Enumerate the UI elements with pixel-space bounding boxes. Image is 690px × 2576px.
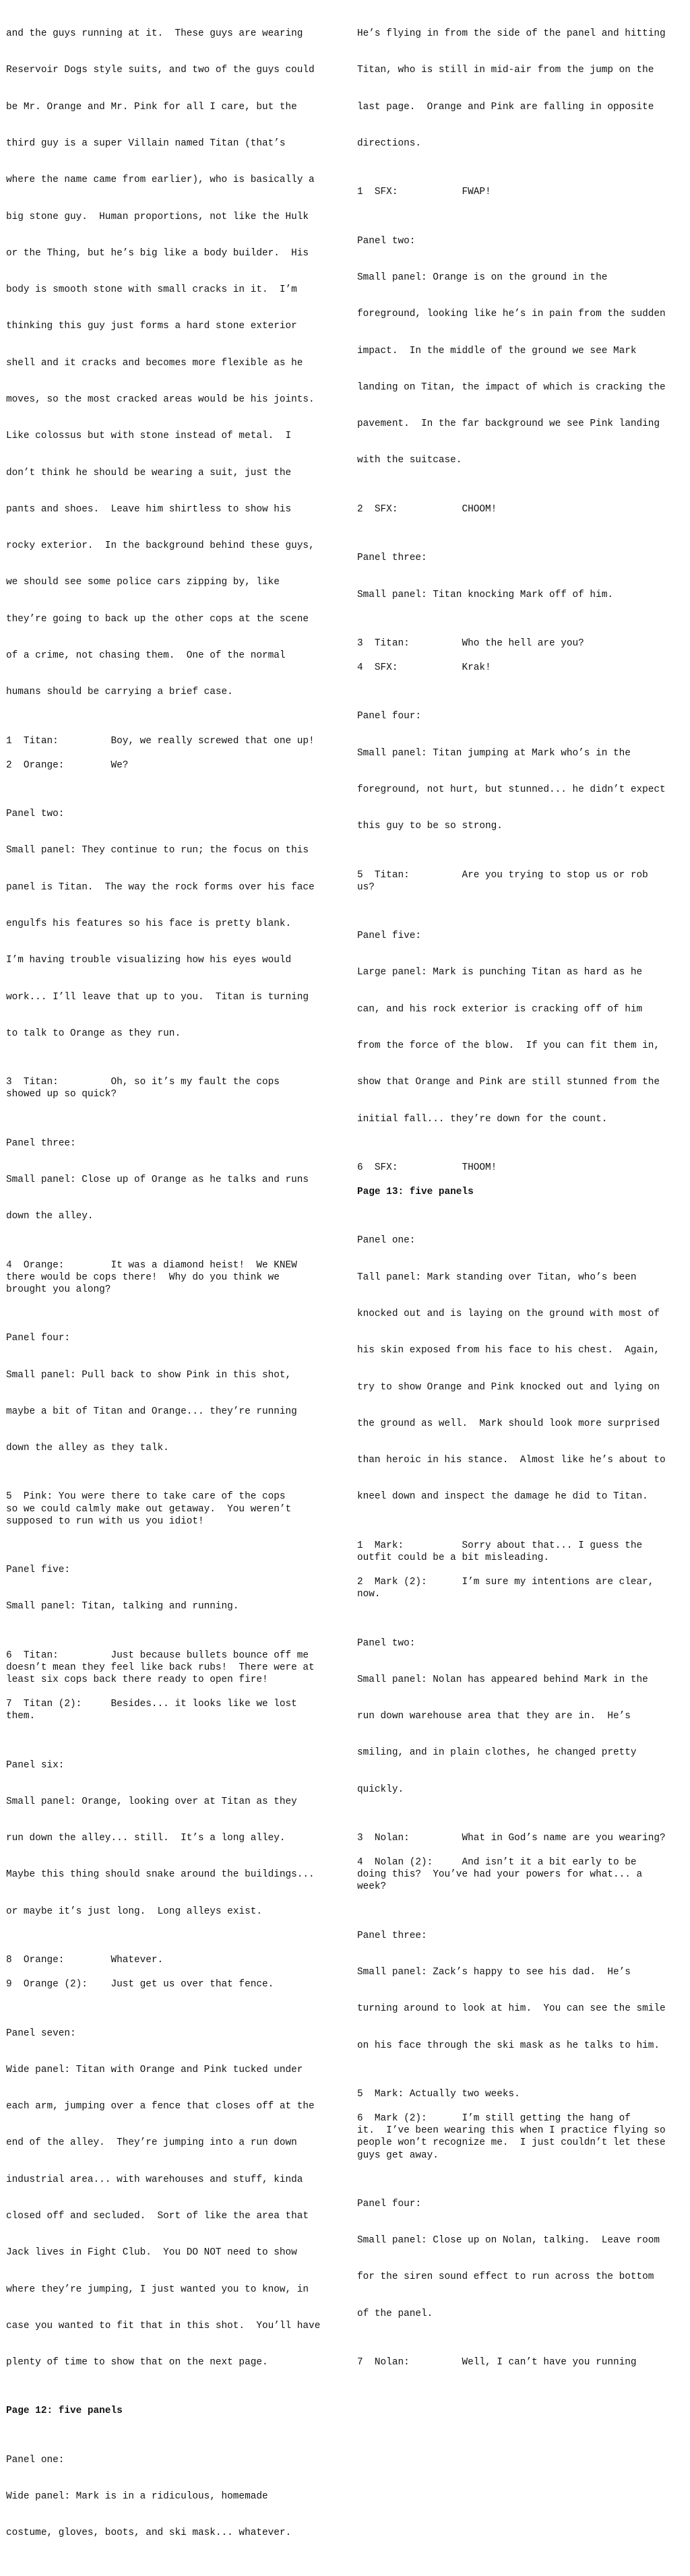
dialogue-text: 3 Titan: Oh, so it’s my fault the cops (6, 1077, 280, 1088)
text-line: plenty of time to show that on the next page. (6, 2357, 268, 2368)
dialogue-text: so we could calmly make out getaway. You weren’t (6, 1503, 292, 1515)
panel-description (357, 3, 687, 174)
panel-description (6, 3, 340, 723)
dialogue-line (357, 1540, 687, 1564)
text-line: Small panel: Orange is on the ground in the (357, 272, 608, 284)
text-line: run down warehouse area that they are in. He’s (357, 1711, 631, 1722)
dialogue-text: least six cops back there ready to open fire! (6, 1674, 268, 1685)
dialogue-text: doing this? You’ve had your powers for what... a (357, 1869, 643, 1881)
text-line: from the force of the blow. If you can fit them in, (357, 1040, 660, 1051)
text-line: to talk to Orange as they run. (6, 1028, 181, 1039)
panel-label: Panel three: (6, 1137, 76, 1149)
dialogue-text: week? (357, 1881, 387, 1893)
panel-label: Panel one: (357, 1235, 416, 1247)
text-line: directions. (357, 138, 421, 150)
text-line: I’m having trouble visualizing how his eyes would (6, 955, 292, 966)
panel-block (6, 1308, 340, 1478)
text-line: pants and shoes. Leave him shirtless to show his (6, 503, 292, 515)
text-line: Small panel: Nolan has appeared behind Mark in the (357, 1674, 648, 1685)
text-line: last page. Orange and Pink are falling in opposite (357, 101, 654, 113)
dialogue-line (357, 1576, 687, 1600)
dialogue-text: 1 Mark: Sorry about that... I guess the (357, 1540, 643, 1551)
text-line: Small panel: Titan, talking and running. (6, 1601, 239, 1612)
dialogue-line (6, 1650, 340, 1686)
panel-block (6, 784, 340, 1064)
text-line: end of the alley. They’re jumping into a run down (6, 2137, 297, 2149)
text-line: or the Thing, but he’s big like a body builder. His (6, 247, 309, 259)
text-line: impact. In the middle of the ground we see Mark (357, 345, 637, 356)
panel-label: Panel five: (6, 1565, 70, 1575)
text-line: panel is Titan. The way the rock forms over his face (6, 881, 315, 893)
panel-block (357, 211, 687, 491)
text-line: humans should be carrying a brief case. (6, 687, 233, 698)
text-line: thinking this guy just forms a hard stone exterior (6, 321, 297, 332)
panel-label: Panel two: (6, 809, 65, 820)
left-column (6, 3, 340, 2576)
text-line: can, and his rock exterior is cracking off of him (357, 1003, 643, 1015)
dialogue-line (357, 1856, 687, 1893)
panel-label: Panel seven: (6, 2028, 76, 2039)
dialogue-line (6, 735, 340, 747)
panel-label: Panel three: (357, 1930, 427, 1941)
text-line: Titan, who is still in mid-air from the jump on the (357, 65, 654, 76)
text-line: case you wanted to fit that in this shot. You’ll have (6, 2320, 321, 2331)
text-line: Small panel: Titan knocking Mark off of him. (357, 589, 613, 600)
dialogue-line (357, 2088, 687, 2100)
dialogue-line (357, 2112, 687, 2161)
dialogue-line (6, 1259, 340, 1296)
text-line: kneel down and inspect the damage he did to Titan. (357, 1491, 648, 1503)
dialogue-line (6, 1954, 340, 1966)
panel-block (357, 2174, 687, 2344)
panel-block (6, 1540, 340, 1637)
text-line: on his face through the ski mask as he talks to him. (357, 2040, 660, 2051)
text-line: with the suitcase. (357, 455, 462, 466)
dialogue-line (357, 1832, 687, 1844)
dialogue-text: 1 SFX: FWAP! (357, 187, 491, 198)
text-line: where the name came from earlier), who is basically a (6, 175, 315, 186)
panel-label: Panel six: (6, 1759, 65, 1771)
dialogue-text: outfit could be a bit misleading. (357, 1552, 549, 1563)
dialogue-text: guys get away. (357, 2149, 439, 2161)
dialogue-text: 5 Pink: You were there to take care of the cops (6, 1491, 286, 1503)
dialogue-text: 8 Orange: Whatever. (6, 1955, 164, 1966)
dialogue-text: people won’t recognize me. I just couldn’t let these (357, 2137, 666, 2149)
text-line: work... I’ll leave that up to you. Titan is turning (6, 991, 309, 1003)
text-line: He’s flying in from the side of the panel and hitting (357, 28, 666, 40)
dialogue-text: 2 Orange: We? (6, 759, 129, 771)
dialogue-text: 6 Mark (2): I’m still getting the hang of (357, 2113, 631, 2125)
text-line: knocked out and is laying on the ground with most of (357, 1309, 660, 1320)
text-line: of a crime, not chasing them. One of the normal (6, 650, 286, 661)
text-line: this guy to be so strong. (357, 821, 503, 832)
text-line: don’t think he should be wearing a suit, just the (6, 467, 292, 478)
dialogue-text: 5 Mark: Actually two weeks. (357, 2089, 520, 2100)
dialogue-text: supposed to run with us you idiot! (6, 1515, 204, 1527)
dialogue-line (357, 637, 687, 650)
text-line: third guy is a super Villain named Titan (that’s (6, 138, 286, 150)
text-line: Wide panel: Titan with Orange and Pink tucked under (6, 2064, 303, 2075)
text-line: of the panel. (357, 2308, 433, 2319)
sfx-line (357, 1162, 687, 1174)
panel-block (357, 1906, 687, 2076)
dialogue-text: now. (357, 1589, 381, 1600)
dialogue-text: there would be cops there! Why do you think we (6, 1271, 280, 1283)
panel-label: Panel four: (357, 2198, 421, 2209)
dialogue-text: us? (357, 881, 375, 893)
text-line: shell and it cracks and becomes more flexible as he (6, 357, 303, 369)
dialogue-text: it. I’ve been wearing this when I practice flying so (357, 2125, 666, 2137)
dialogue-line (6, 1698, 340, 1722)
text-line: Small panel: Pull back to show Pink in this shot, (6, 1369, 292, 1381)
text-line: Like colossus but with stone instead of metal. I (6, 431, 292, 442)
dialogue-line (6, 1490, 340, 1527)
text-line: Small panel: Zack’s happy to see his dad. He’s (357, 1967, 631, 1978)
panel-block (357, 1612, 687, 1820)
dialogue-text: 5 Titan: Are you trying to stop us or rob (357, 869, 648, 881)
sfx-line (357, 503, 687, 515)
panel-block (357, 1210, 687, 1527)
text-line: they’re going to back up the other cops at the scene (6, 613, 309, 625)
text-line: show that Orange and Pink are still stunned from the (357, 1077, 660, 1088)
text-line: rocky exterior. In the background behind these guys, (6, 540, 315, 552)
text-line: costume, gloves, boots, and ski mask... whatever. (6, 2527, 292, 2539)
dialogue-text: 3 Nolan: What in God’s name are you wearing? (357, 1833, 666, 1844)
text-line: foreground, looking like he’s in pain from the sudden (357, 309, 666, 320)
panel-label: Panel five: (357, 931, 421, 942)
panel-label: Panel three: (357, 553, 427, 564)
panel-label: Panel two: (357, 1637, 416, 1649)
panel-label: Panel two: (357, 235, 416, 247)
dialogue-text: 7 Titan (2): Besides... it looks like we lost (6, 1699, 297, 1710)
page-heading: Page 13: five panels (357, 1187, 474, 1198)
text-line: we should see some police cars zipping by, like (6, 577, 280, 588)
text-line: maybe a bit of Titan and Orange... they’re running (6, 1406, 297, 1417)
text-line: for the siren sound effect to run across the bottom (357, 2271, 654, 2283)
dialogue-text: showed up so quick? (6, 1089, 117, 1100)
text-line: Jack lives in Fight Club. You DO NOT need to show (6, 2247, 297, 2259)
dialogue-text: 6 SFX: THOOM! (357, 1162, 497, 1173)
text-line: Wide panel: Mark is in a ridiculous, homemade (6, 2491, 268, 2503)
dialogue-line (6, 1978, 340, 1990)
dialogue-text: 2 Mark (2): I’m sure my intentions are clear, (357, 1577, 654, 1588)
sfx-line (357, 662, 687, 674)
sfx-line (357, 186, 687, 198)
text-line: landing on Titan, the impact of which is cracking the (357, 381, 666, 393)
panel-label: Panel one: (6, 2454, 65, 2465)
text-line: the ground as well. Mark should look more surprised (357, 1418, 660, 1429)
dialogue-line (357, 2356, 687, 2368)
dialogue-line (6, 1076, 340, 1100)
dialogue-text: 1 Titan: Boy, we really screwed that one up! (6, 735, 315, 747)
text-line: foreground, not hurt, but stunned... he didn’t expect (357, 784, 666, 795)
text-line: than heroic in his stance. Almost like he’s about to (357, 1455, 666, 1466)
text-line: each arm, jumping over a fence that closes off at the (6, 2101, 315, 2112)
text-line: engulfs his features so his face is pretty blank. (6, 918, 292, 930)
dialogue-text: them. (6, 1711, 36, 1722)
text-line: be Mr. Orange and Mr. Pink for all I care, but the (6, 101, 297, 113)
dialogue-text: 2 SFX: CHOOM! (357, 503, 497, 515)
text-line: and the guys running at it. These guys are wearing (6, 28, 303, 40)
panel-block (6, 1734, 340, 1942)
panel-block (357, 686, 687, 856)
dialogue-text: doesn’t mean they feel like back rubs! There were at (6, 1662, 315, 1673)
dialogue-line (6, 759, 340, 772)
text-line: pavement. In the far background we see Pink landing (357, 418, 660, 430)
text-line: Small panel: They continue to run; the focus on this (6, 845, 309, 856)
text-line: down the alley as they talk. (6, 1443, 169, 1454)
text-line: Small panel: Close up on Nolan, talking. Leave room (357, 2235, 660, 2247)
right-column (357, 3, 687, 2381)
dialogue-text: brought you along? (6, 1284, 111, 1295)
panel-block (6, 2003, 340, 2393)
text-line: Small panel: Titan jumping at Mark who’s in the (357, 747, 631, 759)
panel-label: Panel four: (6, 1333, 70, 1344)
text-line: Small panel: Orange, looking over at Titan as they (6, 1796, 297, 1807)
text-line: Maybe this thing should snake around the buildings... (6, 1869, 315, 1881)
text-line: moves, so the most cracked areas would be his joints. (6, 394, 315, 405)
text-line: body is smooth stone with small cracks in it. I’m (6, 284, 297, 296)
text-line: down the alley. (6, 1211, 94, 1222)
panel-block (6, 1113, 340, 1247)
text-line: initial fall... they’re down for the count. (357, 1113, 608, 1125)
dialogue-text: 7 Nolan: Well, I can’t have you running (357, 2357, 637, 2368)
text-line: Small panel: Close up of Orange as he talks and runs (6, 1174, 309, 1185)
text-line: run down the alley... still. It’s a long alley. (6, 1833, 286, 1844)
page-heading: Page 12: five panels (6, 2406, 123, 2417)
text-line: try to show Orange and Pink knocked out and lying on (357, 1381, 660, 1393)
text-line: Large panel: Mark is punching Titan as hard as he (357, 967, 643, 978)
dialogue-text: 6 Titan: Just because bullets bounce off me (6, 1650, 309, 1661)
text-line: big stone guy. Human proportions, not like the Hulk (6, 211, 309, 222)
panel-block (6, 2430, 340, 2564)
panel-block (357, 528, 687, 625)
text-line: closed off and secluded. Sort of like the area that (6, 2210, 309, 2222)
dialogue-text: 3 Titan: Who the hell are you? (357, 637, 584, 649)
text-line: his skin exposed from his face to his chest. Again, (357, 1345, 660, 1356)
panel-label: Panel four: (357, 711, 421, 722)
text-line: or maybe it’s just long. Long alleys exist. (6, 1906, 262, 1917)
dialogue-line (357, 869, 687, 893)
dialogue-text: 4 Nolan (2): And isn’t it a bit early to be (357, 1857, 637, 1868)
text-line: smiling, and in plain clothes, he changed pretty (357, 1747, 637, 1759)
text-line: quickly. (357, 1784, 404, 1795)
text-line: where they’re jumping, I just wanted you to know, in (6, 2284, 309, 2295)
text-line: industrial area... with warehouses and stuff, kinda (6, 2174, 303, 2185)
dialogue-text: 9 Orange (2): Just get us over that fence. (6, 1979, 274, 1990)
panel-block (357, 906, 687, 1150)
text-line: Tall panel: Mark standing over Titan, who’s been (357, 1271, 637, 1283)
text-line: Reservoir Dogs style suits, and two of the guys could (6, 65, 315, 76)
dialogue-text: 4 Orange: It was a diamond heist! We KNEW (6, 1259, 297, 1271)
dialogue-text: 4 SFX: Krak! (357, 662, 491, 674)
text-line: turning around to look at him. You can see the smile (357, 2003, 666, 2015)
